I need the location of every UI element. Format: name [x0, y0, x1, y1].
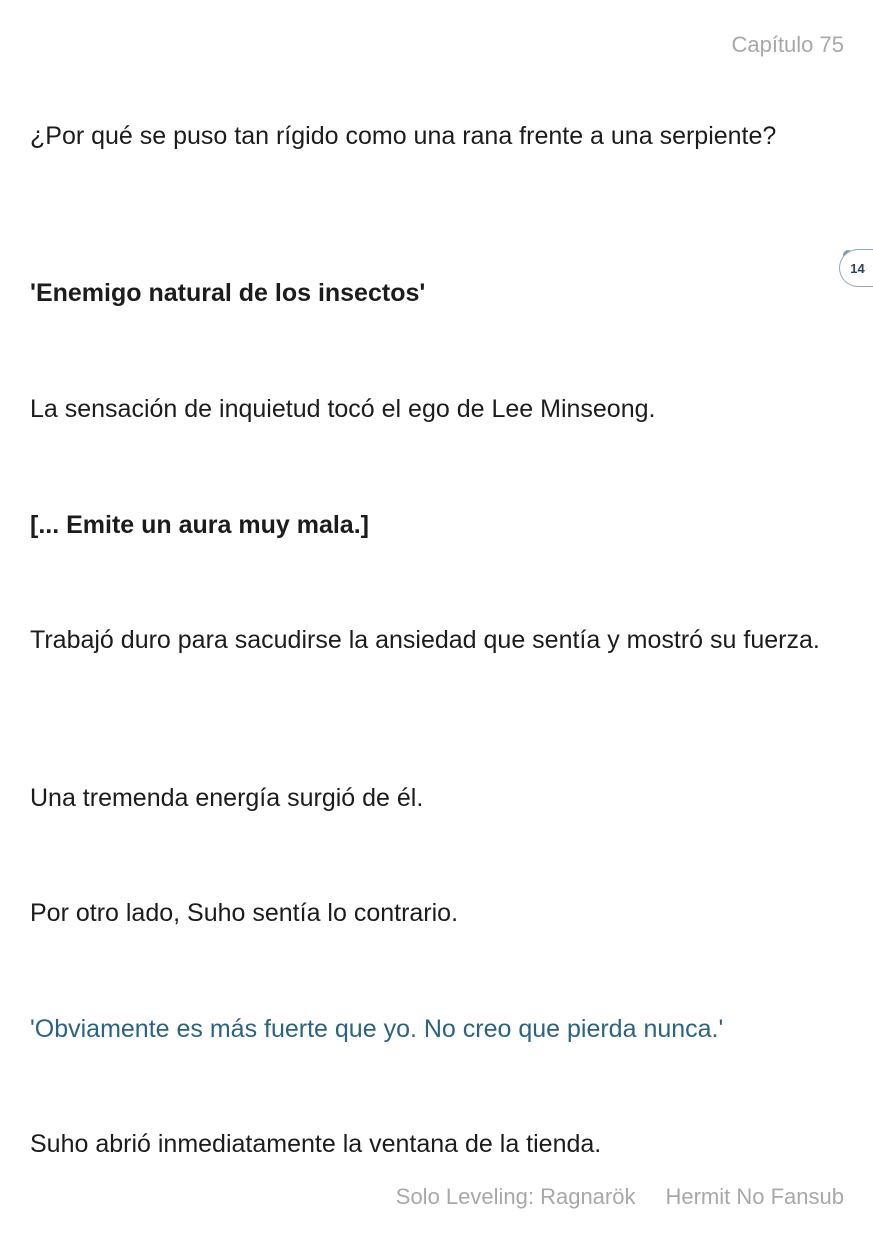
- page-number: 14: [850, 260, 865, 276]
- translator-credit: Hermit No Fansub: [665, 1184, 844, 1209]
- paragraph: La sensación de inquietud tocó el ego de Lee Minseong.: [30, 395, 656, 423]
- page-number-badge[interactable]: [839, 249, 873, 287]
- paragraph-bold: [... Emite un aura muy mala.]: [30, 511, 369, 539]
- book-title: Solo Leveling: Ragnarök: [395, 1184, 636, 1209]
- chapter-title: Capítulo 75: [731, 32, 844, 57]
- paragraph: Suho abrió inmediatamente la ventana de la tienda.: [30, 1130, 602, 1158]
- page-footer: [396, 1184, 844, 1210]
- paragraph: Una tremenda energía surgió de él.: [30, 784, 424, 812]
- paragraph: ¿Por qué se puso tan rígido como una rana frente a una serpiente?: [30, 122, 777, 150]
- paragraph: Por otro lado, Suho sentía lo contrario.: [30, 899, 459, 927]
- paragraph-thought: 'Obviamente es más fuerte que yo. No creo que pierda nunca.': [30, 1015, 724, 1043]
- paragraph-bold: 'Enemigo natural de los insectos': [30, 279, 426, 307]
- paragraph: Trabajó duro para sacudirse la ansiedad que sentía y mostró su fuerza.: [30, 626, 820, 654]
